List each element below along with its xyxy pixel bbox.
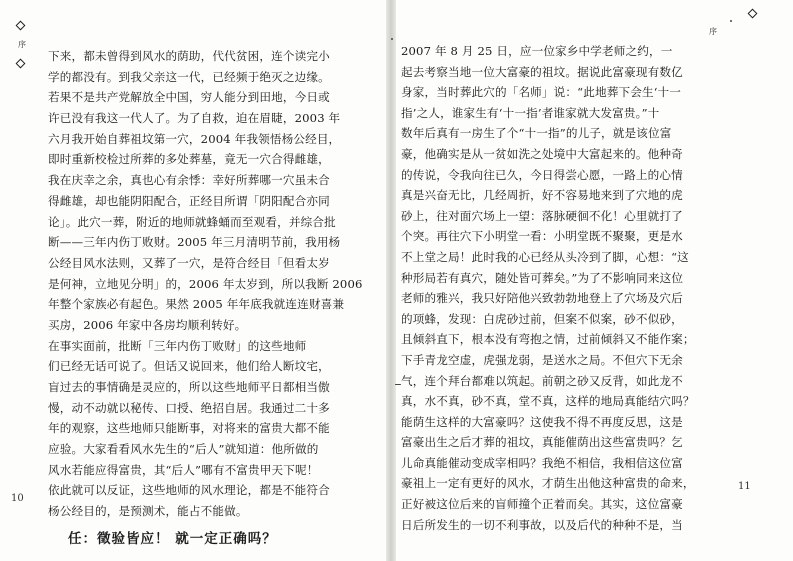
text-line: 依此就可以反证，这些地师的风水理论，都是不能符合 xyxy=(48,483,330,498)
text-line: 不上堂之局！此时我的心已经从头冷到了脚，心想：“这 xyxy=(401,249,689,264)
section-heading: 任：徵验皆应！ 就一定正确吗？ xyxy=(68,530,277,547)
text-line: 豪，他确实是从一贫如洗之处境中大富起来的。他种奇 xyxy=(401,146,683,161)
text-line: 年的观察，这些地师只能断事，对将来的富贵大都不能 xyxy=(48,421,330,436)
text-line: 下手青龙空虚，虎强龙弱，是送水之局。不但穴下无余 xyxy=(401,352,683,367)
text-line: 在事实面前，批断「三年内伤丁败财」的这些地师 xyxy=(48,338,307,353)
text-line: 老师的雅兴，我只好陪他兴致勃勃地登上了穴场及穴后 xyxy=(401,291,683,306)
text-line: 风水若能应得富贵，其“后人”哪有不富贵甲天下呢！ xyxy=(48,462,319,477)
text-line: 断——三年内伤丁败财。2005 年三月清明节前，我用杨 xyxy=(48,235,341,250)
text-line: 公经目风水法则，又葬了一穴，是符合经目「但看太岁 xyxy=(48,255,330,270)
text-line: 个突。再往穴下小明堂一看：小明堂既不聚聚，更是水 xyxy=(401,229,683,244)
text-line: 许已没有我这一代人了。为了自救，迫在眉睫，2003 年 xyxy=(48,111,341,126)
text-line: 年整个家族必有起色。果然 2005 年年底我就连连财喜兼 xyxy=(48,297,345,312)
diamond-ornament-icon xyxy=(748,9,758,19)
text-line: 的传说，令我向往已久，今日得尝心愿，一路上的心情 xyxy=(401,167,683,182)
scan-speck xyxy=(395,384,401,385)
text-line: 杨公经目的，是预测术，能占不能做。 xyxy=(48,504,248,519)
text-line: 们已经无话可说了。但话又说回来，他们给人断坟宅， xyxy=(48,359,330,374)
text-line: 儿命真能催动变成宰相吗？我绝不相信，我相信这位富 xyxy=(401,455,683,470)
diamond-ornament-icon xyxy=(16,59,26,69)
text-line: 日后所发生的一切不利事故，以及后代的种种不是，当 xyxy=(401,517,683,532)
text-line: 下来，都未曾得到风水的荫助，代代贫困，连个读完小 xyxy=(48,49,330,63)
text-line: 我在庆幸之余，真也心有余悸：幸好所葬哪一穴虽未合 xyxy=(48,173,330,188)
text-line: 正好被这位后来的盲师撞个正着而矣。其实，这位富豪 xyxy=(401,497,683,512)
text-line: 2007 年 8 月 25 日，应一位家乡中学老师之约，一 xyxy=(401,44,673,58)
text-line: 豪祖上一定有更好的风水，才荫生出他这种富贵的命来， xyxy=(401,476,695,491)
text-line: 能荫生这样的大富豪吗？这使我不得不再度反思，这是 xyxy=(401,414,683,429)
text-line: 学的都没有。到我父亲这一代，已经频于绝灭之边缘。 xyxy=(48,69,330,84)
running-head-right: 序 xyxy=(709,27,717,36)
text-line: 种形局若有真穴，随处皆可葬矣。”为了不影响同来这位 xyxy=(401,270,684,285)
text-line: 六月我开始自葬祖坟第一穴，2004 年我领悟杨公经目， xyxy=(48,131,341,146)
scan-speck xyxy=(730,20,732,22)
text-line: 即时重新校检过所葬的多处葬墓，竟无一穴合得雌雄， xyxy=(48,152,330,167)
text-line: 起去考察当地一位大富豪的祖坟。据说此富豪现有数亿 xyxy=(401,64,683,79)
left-page-body xyxy=(48,46,364,552)
text-line: 是何神，立地见分明」的，2006 年太岁到，所以我断 2006 xyxy=(48,276,363,291)
text-line: 买房，2006 年家中各房均顺利转好。 xyxy=(48,317,247,332)
text-line: 真，水不真，砂不真，堂不真，这样的地局真能结穴吗？ xyxy=(401,394,695,409)
text-line: 真是兴奋无比，几经周折，好不容易地来到了穴地的虎 xyxy=(401,188,683,203)
text-line: 数年后真有一房生了个“十一指”的儿子，就是该位富 xyxy=(401,126,672,141)
page-number-left: 10 xyxy=(11,493,24,504)
text-line: 气，连个拜台都难以筑起。前朝之砂又反背，如此龙不 xyxy=(401,373,683,388)
scan-speck xyxy=(391,38,393,40)
right-page-body xyxy=(401,41,717,535)
text-line: 的项蜂，发现：白虎砂过前，但案不似案，砂不似砂， xyxy=(401,311,683,326)
text-line: 指’之人，谁家生有‘十一指’者谁家就大发富贵。”十 xyxy=(401,105,660,120)
text-line: 得雌雄，却也能阴阳配合，正经目所谓「阴阳配合亦同 xyxy=(48,193,330,208)
text-line: 盲过去的事情确是灵应的，所以这些地师平日都相当傲 xyxy=(48,380,330,394)
text-line: 慢，动不动就以秘传、口授、绝招自居。我通过二十多 xyxy=(48,400,330,415)
text-line: 身家，当时葬此穴的「名师」说：“此地葬下会生‘十一 xyxy=(401,85,682,100)
text-line: 论」。此穴一葬，附近的地师就蜂蛹而至观看，并综合批 xyxy=(48,214,336,229)
text-line: 且倾斜直下，根本没有弯抱之情，过前倾斜又不能作案； xyxy=(401,332,695,347)
text-line: 富豪出生之后才葬的祖坟，真能催荫出这些富贵吗？乞 xyxy=(401,435,683,450)
text-line: 砂上，往对面穴场上一望：落脉硬徊不化！心里就打了 xyxy=(401,208,683,223)
text-line: 若果不是共产党解放全中国，穷人能分到田地，今日或 xyxy=(48,90,330,105)
diamond-ornament-icon xyxy=(16,21,26,31)
book-gutter xyxy=(386,0,396,561)
text-line: 应验。大家看看风水先生的“后人”就知道：他所做的 xyxy=(48,442,319,457)
running-head-left: 序 xyxy=(18,40,26,49)
page-number-right: 11 xyxy=(738,481,751,492)
